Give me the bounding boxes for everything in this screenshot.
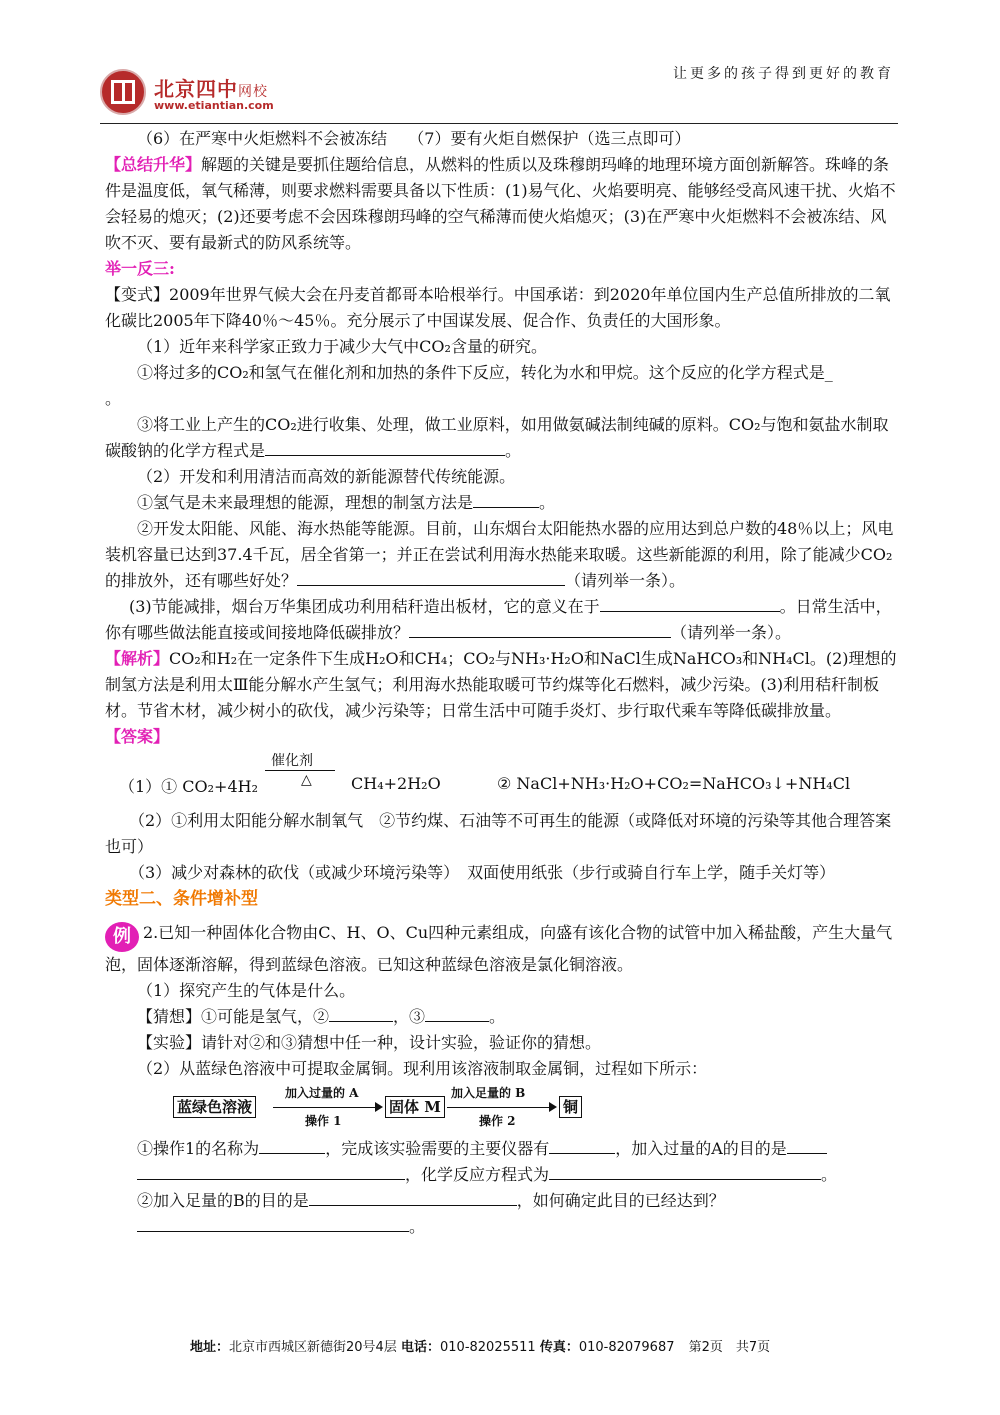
flow-box-solid-m: 固体 M — [385, 1096, 445, 1118]
operation-2-line: ②加入足量的B的目的是 ，如何确定此目的已经达到？ — [137, 1191, 725, 1210]
example-2: 例 2.已知一种固体化合物由C、H、O、Cu四种元素组成，向盛有该化合物的试管中加入稀盐酸，产生大量气泡，固体逐渐溶解，得到蓝绿色溶液。已知这种蓝绿色溶液是氯化铜溶液。 — [105, 923, 893, 974]
question-1c: ③将工业上产生的CO₂进行收集、处理，做工业原料，如用做氨碱法制纯碱的原料。CO₂与饱和氨盐水制取碳酸钠的化学方程式是 。 — [105, 415, 889, 460]
question-2: （2）开发和利用清洁而高效的新能源替代传统能源。 — [137, 467, 516, 486]
equation-1-left: （1）① CO₂+4H₂ — [119, 777, 258, 796]
operation-1-line-2: ，化学反应方程式为 。 — [105, 1162, 898, 1188]
arrow-head-icon — [549, 1102, 557, 1112]
slogan: 让更多的孩子得到更好的教育 — [673, 66, 894, 82]
question-1a: ①将过多的CO₂和氢气在催化剂和加热的条件下反应，转化为水和甲烷。这个反应的化学方程式是_ — [137, 363, 833, 382]
equation-1-right: CH₄+2H₂O — [351, 774, 441, 793]
answer-2: （2）①利用太阳能分解水制氧气 ②节约煤、石油等不可再生的能源（或降低对环境的污染等其他合理答案也可） — [105, 811, 892, 856]
flow-arrow-1-top: 加入过量的 A — [285, 1086, 359, 1100]
question-1a-end: 。 — [105, 389, 122, 408]
type-2-heading: 类型二、条件增补型 — [105, 889, 258, 909]
brand-url: www.etiantian.com — [154, 99, 274, 112]
answer-heading: 【答案】 — [105, 727, 170, 746]
equation-arrow-line — [265, 770, 335, 771]
experiment-line: 【实验】请针对②和③猜想中任一种，设计实验，验证你的猜想。 — [137, 1033, 602, 1052]
equation-2: ② NaCl+NH₃·H₂O+CO₂=NaHCO₃↓+NH₄Cl — [497, 774, 851, 793]
flow-arrow-2-top: 加入足量的 B — [451, 1086, 526, 1100]
brand-name: 北京四中网校 — [154, 77, 268, 101]
question-3: (3)节能减排，烟台万华集团成功利用秸秆造出板材，它的意义在于 。日常生活中，你有哪些做法能直接或间接地降低碳排放？ （请列举一条）。 — [105, 597, 892, 642]
operation-2-line-2: 。 — [105, 1214, 898, 1240]
flow-arrow-1 — [273, 1107, 375, 1108]
question-2b: ②开发太阳能、风能、海水热能等能源。目前，山东烟台太阳能热水器的应用达到总户数的48％以上；风电装机容量已达到37.4千瓦，居全省第一；并正在尝试利用海水热能来取暖。这些新能源的利用，除了能减少CO₂的排放外，还有哪些好处？ （请列举一条）。 — [105, 519, 894, 590]
variant-paragraph: 【变式】2009年世界气候大会在丹麦首都哥本哈根举行。中国承诺：到2020年单位国内生产总值所排放的二氧化碳比2005年下降40％～45％。充分展示了中国谋发展、促合作、负责任的大国形象。 — [105, 285, 891, 330]
flow-arrow-2 — [447, 1107, 549, 1108]
answer-equations — [105, 750, 898, 808]
answer-3: （3）减少对森林的砍伐（或减少环境污染等） 双面使用纸张（步行或骑自行车上学，随手关灯等） — [129, 863, 836, 882]
flow-box-copper: 铜 — [559, 1096, 582, 1118]
document-body — [105, 126, 898, 1240]
section-jyfs: 举一反三: — [105, 259, 175, 278]
process-flow-diagram — [105, 1086, 898, 1130]
operation-1-line: ①操作1的名称为 ，完成该实验需要的主要仪器有 ，加入过量的A的目的是 — [105, 1136, 898, 1162]
page-number: 第2页 共7页 — [688, 1340, 771, 1355]
analysis-paragraph: 【解析】CO₂和H₂在一定条件下生成H₂O和CH₄；CO₂与NH₃·H₂O和NaCl生成NaHCO₃和NH₄Cl。(2)理想的制氢方法是利用太Ⅲ能分解水产生氢气；利用海水热能取暖可节约煤等化石燃料，减少污染。(3)利用秸秆制板材。节省木材，减少树小的砍伐，减少污染等；日常生活中可随手炎灯、步行取代乘车等降低碳排放量。 — [105, 649, 897, 720]
page-footer: 地址：北京市西城区新德街20号4层 电话：010-82025511 传真：010-82079687 第2页 共7页 — [190, 1340, 771, 1355]
flow-arrow-2-bottom: 操作 2 — [479, 1114, 516, 1128]
summary-paragraph: 【总结升华】解题的关键是要抓住题给信息，从燃料的性质以及珠穆朗玛峰的地理环境方面创新解答。珠峰的条件是温度低，氧气稀薄，则要求燃料需要具备以下性质：(1)易气化、火焰要明亮、能够经受高风速干扰、火焰不会轻易的熄灭；(2)还要考虑不会因珠穆朗玛峰的空气稀薄而使火焰熄灭；(3)在严寒中火炬燃料不会被冻结、风吹不灭、要有最新式的防风系统等。 — [105, 155, 896, 252]
question-2a: ①氢气是未来最理想的能源，理想的制氢方法是 。 — [137, 493, 556, 512]
logo-icon — [100, 69, 146, 115]
arrow-head-icon — [375, 1102, 383, 1112]
example-2-q1: （1）探究产生的气体是什么。 — [137, 981, 356, 1000]
catalyst-label: 催化剂 — [271, 753, 313, 769]
page-header — [100, 55, 898, 124]
example-badge-icon: 例 — [105, 922, 139, 952]
example-2-q2: （2）从蓝绿色溶液中可提取金属铜。现利用该溶液制取金属铜，过程如下所示： — [137, 1059, 708, 1078]
heat-symbol: △ — [301, 772, 312, 788]
flow-box-solution: 蓝绿色溶液 — [173, 1096, 256, 1118]
flow-arrow-1-bottom: 操作 1 — [305, 1114, 342, 1128]
question-1: （1）近年来科学家正致力于减少大气中CO₂含量的研究。 — [137, 337, 547, 356]
answer-line-6-7: （6）在严寒中火炬燃料不会被冻结 （7）要有火炬自燃保护（选三点即可） — [137, 129, 691, 148]
guess-line: 【猜想】①可能是氢气，② ，③ 。 — [137, 1007, 506, 1026]
